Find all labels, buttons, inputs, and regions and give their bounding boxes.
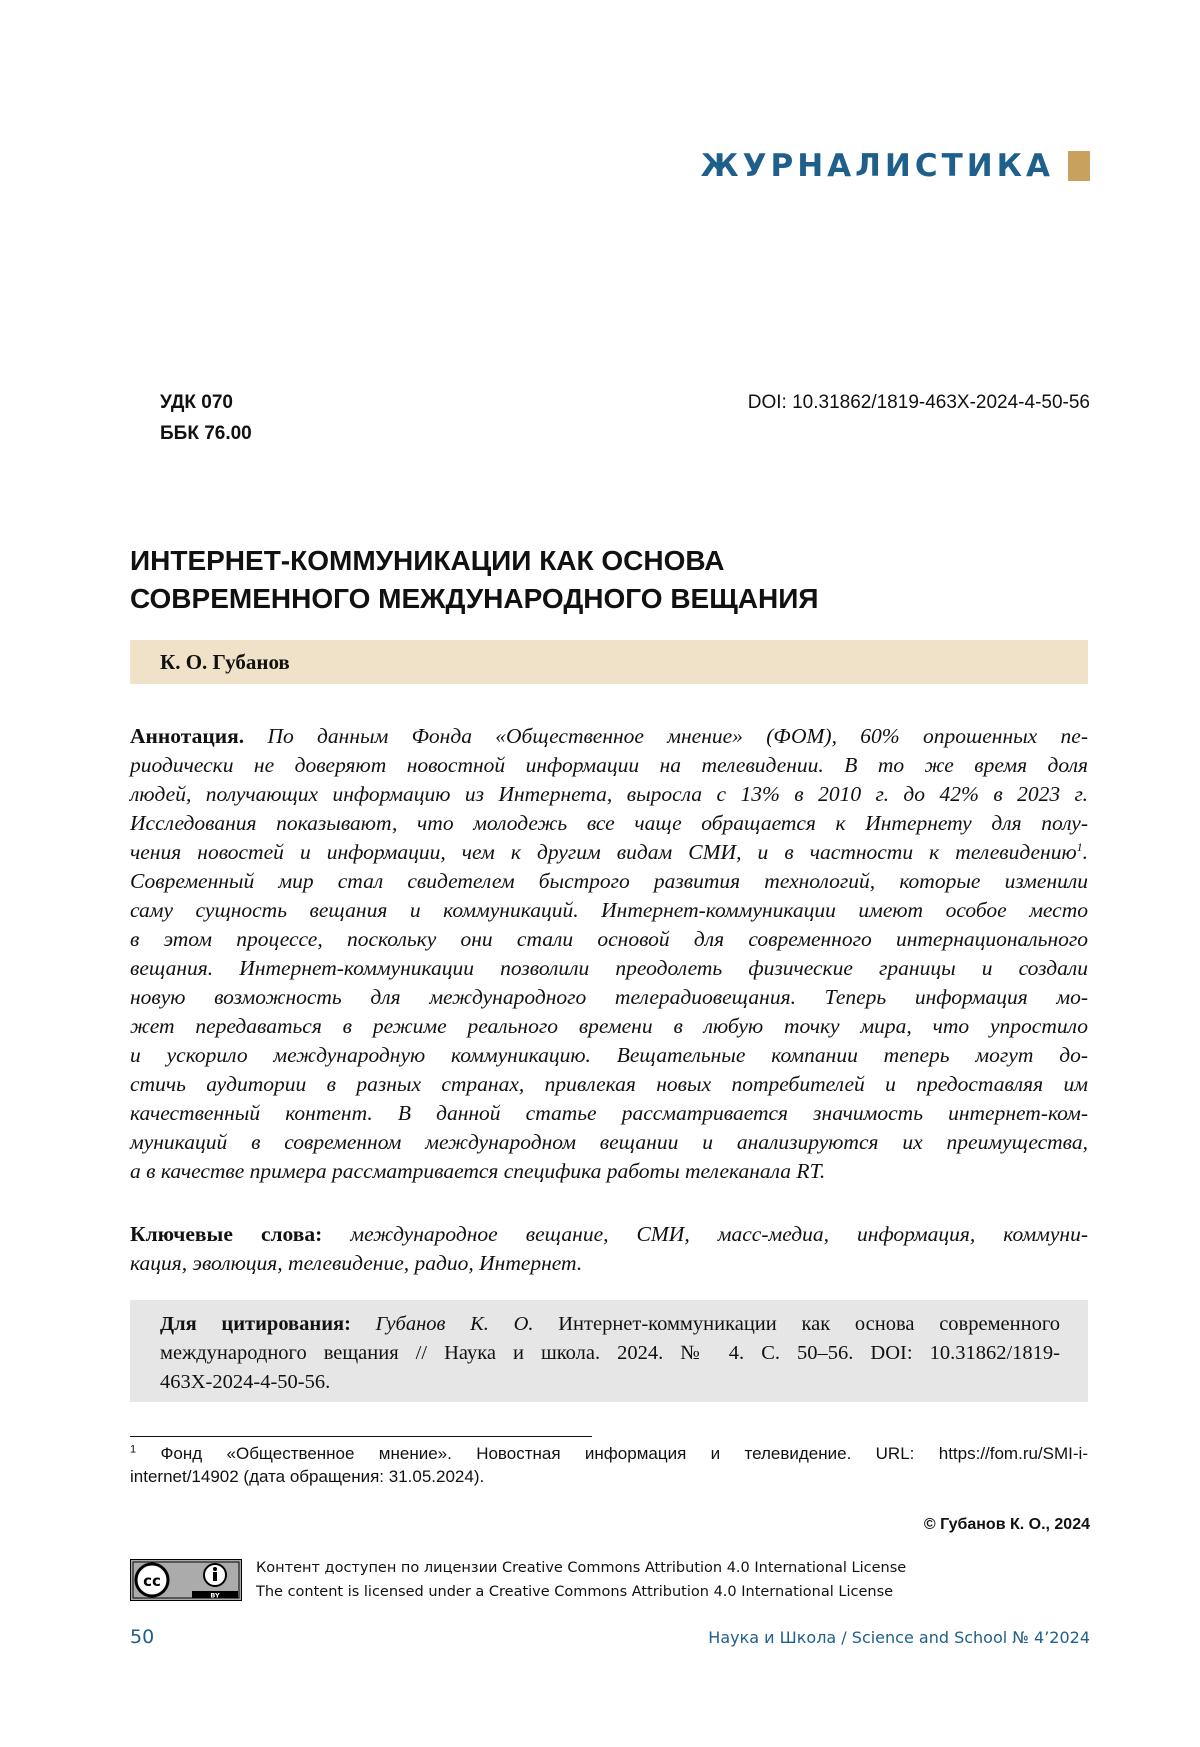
footnote-number: 1 (130, 1443, 137, 1456)
abstract-line: чения новостей и информации, чем к другим видам СМИ, и в частности к телевидению$^1$. (130, 839, 1088, 864)
license-text (256, 1556, 906, 1604)
title-line: ИНТЕРНЕТ-КОММУНИКАЦИИ КАК ОСНОВА (130, 545, 725, 576)
abstract (130, 722, 1088, 1186)
abstract-line: а в качестве примера рассматривается специфика работы телеканала RT. (130, 1159, 826, 1183)
citation-label: Для цитирования: (160, 1313, 351, 1335)
doi: DOI: 10.31862/1819-463X-2024-4-50-56 (747, 392, 1090, 413)
copyright: © Губанов К. О., 2024 (923, 1516, 1090, 1533)
abstract-line: Аннотация. По данным Фонда «Общественное мнение» (ФОМ), 60% опрошенных пе- (130, 724, 1088, 748)
license-line-en: The content is licensed under a Creative Commons Attribution 4.0 International License (256, 1584, 894, 1600)
keywords-label: Ключевые слова: (130, 1222, 323, 1246)
footnote-divider (130, 1436, 592, 1437)
cc-by-badge-text: BY (210, 1591, 220, 1600)
cc-by-icon (130, 1559, 242, 1601)
abstract-line: риодически не доверяют новостной информации на телевидении. В то же время доля (130, 753, 1088, 777)
section-marker (1068, 151, 1090, 181)
abstract-line: вещания. Интернет-коммуникации позволили преодолеть физические границы и создали (130, 956, 1088, 980)
journal-name: Наука и Школа / Science and School № 4’2024 (708, 1628, 1090, 1647)
classification-codes (160, 387, 252, 449)
title-line: СОВРЕМЕННОГО МЕЖДУНАРОДНОГО ВЕЩАНИЯ (130, 583, 819, 614)
citation-line: Для цитирования: Губанов К. О. Интернет-коммуникации как основа современного (160, 1313, 1060, 1335)
section-header (701, 148, 1090, 184)
footnote-line: $^1$ Фонд «Общественное мнение». Новостная информация и телевидение. URL: https://fom.ru/SMI-i- (130, 1443, 1088, 1463)
author-band (130, 640, 1088, 684)
abstract-line: Исследования показывают, что молодежь все чаще обращается к Интернету для полу- (130, 811, 1088, 835)
author-name: К. О. Губанов (160, 650, 290, 674)
abstract-line: жет передаваться в режиме реального времени в любую точку мира, что упростило (130, 1014, 1088, 1038)
keywords (130, 1220, 1088, 1278)
citation-box (130, 1300, 1088, 1402)
footnote (130, 1442, 1088, 1488)
abstract-line: качественный контент. В данной статье рассматривается значимость интернет-ком- (130, 1101, 1088, 1125)
cc-by-license-badge[interactable] (130, 1559, 242, 1606)
keywords-line: Ключевые слова: международное вещание, СМИ, масс-медиа, информация, коммуни- (130, 1222, 1089, 1246)
citation-line: международного вещания // Наука и школа. 2024. № 4. С. 50–56. DOI: 10.31862/1819- (160, 1342, 1060, 1364)
abstract-line: в этом процессе, поскольку они стали основой для современного интернационального (130, 927, 1088, 951)
abstract-line: Современный мир стал свидетелем быстрого развития технологий, которые изменили (130, 869, 1088, 893)
section-title: ЖУРНАЛИСТИКА (700, 148, 1054, 184)
page-number: 50 (130, 1626, 155, 1648)
footnote-line: internet/14902 (дата обращения: 31.05.2024). (130, 1467, 485, 1486)
abstract-line: саму сущность вещания и коммуникаций. Интернет-коммуникации имеют особое место (130, 898, 1088, 922)
citation-line: 463X-2024-4-50-56. (160, 1371, 331, 1393)
keywords-line: кация, эволюция, телевидение, радио, Интернет. (130, 1251, 583, 1275)
abstract-line: стичь аудитории в разных странах, привлекая новых потребителей и предоставляя им (130, 1072, 1088, 1096)
udk-code: УДК 070 (160, 392, 233, 413)
svg-text:cc: cc (143, 1572, 161, 1590)
abstract-line: людей, получающих информацию из Интернета, выросла с 13% в 2010 г. до 42% в 2023 г. (130, 782, 1088, 806)
abstract-line: муникаций в современном международном вещании и анализируются их преимущества, (130, 1130, 1088, 1154)
abstract-line: и ускорило международную коммуникацию. Вещательные компании теперь могут до- (130, 1043, 1088, 1067)
abstract-line: новую возможность для международного телерадиовещания. Теперь информация мо- (130, 985, 1088, 1009)
footnote-reference[interactable]: 1 (1076, 839, 1083, 854)
citation-text (160, 1310, 1060, 1397)
article-title (130, 542, 1090, 618)
abstract-label: Аннотация. (130, 724, 245, 748)
license-line-ru: Контент доступен по лицензии Creative Commons Attribution 4.0 International License (256, 1560, 907, 1576)
bbk-code: ББК 76.00 (160, 423, 252, 444)
